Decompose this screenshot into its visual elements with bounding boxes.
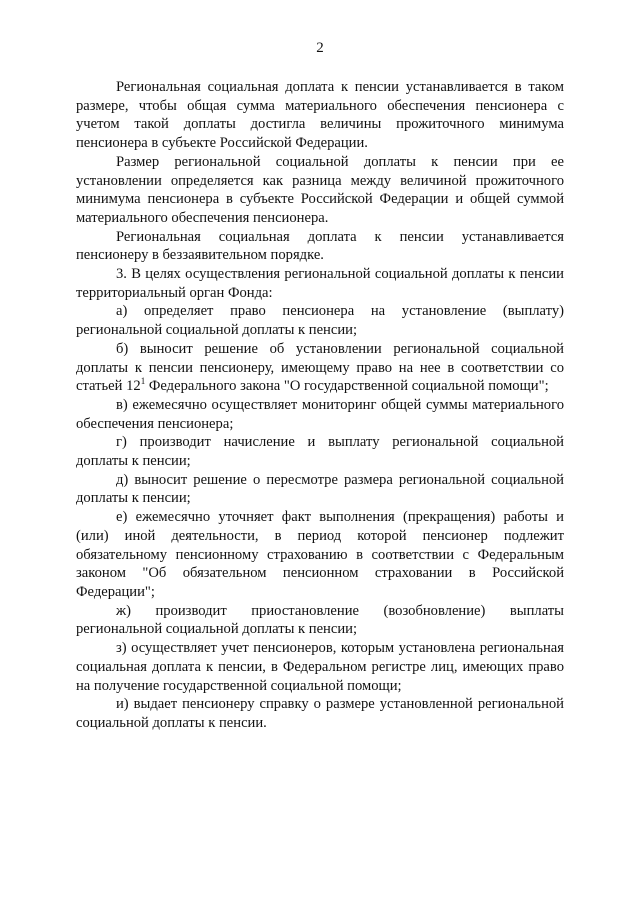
list-item-zh: ж) производит приостановление (возобновление) выплаты региональной социальной доплаты к пенсии;: [76, 602, 564, 638]
paragraph-clause-3-intro: 3. В целях осуществления региональной социальной доплаты к пенсии территориальный орган Фонда:: [76, 266, 564, 301]
paragraph-doplata-size-rule: Региональная социальная доплата к пенсии устанавливается в таком размере, чтобы общая сумма материального обеспечения пенсионера с учетом такой доплаты достигла величины прожиточного минимума пенсионера в субъекте Российской Федерации.: [76, 79, 564, 152]
paragraph-doplata-calculation: Размер региональной социальной доплаты к пенсии при ее установлении определяется как разница между величиной прожиточного минимума пенсионера в субъекте Российской Федерации и общей суммой материального обеспечения пенсионера.: [76, 153, 564, 226]
list-item-b-text-end: Федерального закона "О государственной социальной помощи";: [145, 378, 549, 395]
list-item-b: [76, 340, 564, 396]
list-item-b-text: б) выносит решение об установлении региональной социальной доплаты к пенсии пенсионеру, имеющему право на нее в соответствии со статьей 12: [76, 340, 564, 395]
list-item-g: г) производит начисление и выплату региональной социальной доплаты к пенсии;: [76, 434, 564, 470]
list-item-a: а) определяет право пенсионера на установление (выплату) региональной социальной доплаты к пенсии;: [76, 303, 564, 339]
list-item-e: е) ежемесячно уточняет факт выполнения (прекращения) работы и (или) иной деятельности, в период которой пенсионер подлежит обязательному пенсионному страхованию в соответствии с Федеральным законом "Об обязательном пенсионном страховании в Российской Федерации";: [76, 509, 564, 600]
paragraph-doplata-assignment: Региональная социальная доплата к пенсии устанавливается пенсионеру в беззаявительном порядке.: [76, 228, 564, 264]
list-item-i: и) выдает пенсионеру справку о размере установленной региональной социальной доплаты к пенсии.: [76, 696, 564, 731]
document-body: [76, 78, 564, 733]
page-number: 2: [316, 40, 324, 56]
footnote-superscript: 1: [140, 376, 146, 387]
list-item-z: з) осуществляет учет пенсионеров, которым установлена региональная социальная доплата к пенсии, в Федеральном регистре лиц, имеющих право на получение государственной социальной помощи;: [76, 640, 564, 694]
list-item-v: в) ежемесячно осуществляет мониторинг общей суммы материального обеспечения пенсионера;: [76, 396, 564, 432]
list-item-d: д) выносит решение о пересмотре размера региональной социальной доплаты к пенсии;: [76, 471, 564, 507]
